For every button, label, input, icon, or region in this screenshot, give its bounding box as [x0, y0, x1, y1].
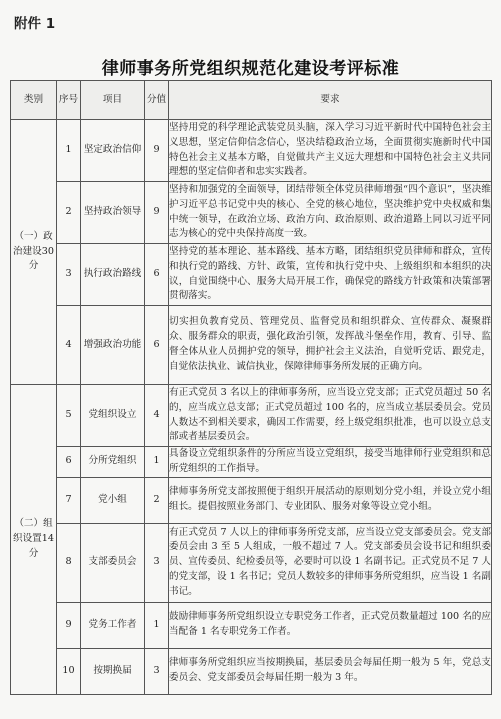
row-requirement: 鼓励律师事务所党组织设立专职党务工作者，正式党员数量超过 100 名的应当配备 1 名专职党务工作者。	[169, 602, 492, 648]
row-item: 增强政治功能	[81, 306, 145, 385]
table-row	[11, 447, 492, 478]
standards-table	[10, 80, 492, 695]
row-requirement: 律师事务所党组织应当按期换届，基层委员会每届任期一般为 5 年，党总支委员会、党支部委员会每届任期一般为 3 年。	[169, 648, 492, 694]
table-row	[11, 477, 492, 523]
row-seq: 6	[57, 447, 81, 478]
row-score: 1	[145, 602, 169, 648]
row-seq: 1	[57, 120, 81, 182]
table-row	[11, 120, 492, 182]
row-score: 1	[145, 447, 169, 478]
table-row	[11, 244, 492, 306]
table-row	[11, 306, 492, 385]
row-item: 支部委员会	[81, 523, 145, 602]
row-seq: 10	[57, 648, 81, 694]
header-seq: 序号	[57, 81, 81, 120]
row-requirement: 有正式党员 7 人以上的律师事务所党支部，应当设立党支部委员会。党支部委员会由 3 至 5 人组成，一般不超过 7 人。党支部委员会设书记和组织委员、宣传委员、纪检委员等，必要时可以设 1 名副书记。正式党员不足 7 人的党支部，设 1 名书记；党员人数较多的律师事务所党组织，应当设 1 名副书记。	[169, 523, 492, 602]
row-score: 3	[145, 648, 169, 694]
row-item: 党务工作者	[81, 602, 145, 648]
row-score: 6	[145, 306, 169, 385]
row-item: 按期换届	[81, 648, 145, 694]
row-score: 6	[145, 244, 169, 306]
table-row	[11, 385, 492, 447]
row-requirement: 坚持党的基本理论、基本路线、基本方略，团结组织党员律师和群众，宣传和执行党的路线、方针、政策，宣传和执行党中央、上级组织和本组织的决议，自觉围绕中心、服务大局开展工作，确保党的路线方针政策和决策部署贯彻落实。	[169, 244, 492, 306]
table-row	[11, 523, 492, 602]
table-row	[11, 182, 492, 244]
header-requirement: 要求	[169, 81, 492, 120]
table-header-row	[11, 81, 492, 120]
row-requirement: 切实担负教育党员、管理党员、监督党员和组织群众、宣传群众、凝聚群众、服务群众的职责，强化政治引领，发挥战斗堡垒作用，教育、引导、监督全体从业人员拥护党的领导，拥护社会主义法治，自觉听党话、跟党走，自觉依法执业、诚信执业，保障律师事务所发展的正确方向。	[169, 306, 492, 385]
row-requirement: 有正式党员 3 名以上的律师事务所，应当设立党支部；正式党员超过 50 名的，应当成立总支部；正式党员超过 100 名的，应当成立基层委员会。党员人数达不到相关要求，确因工作需要，经上级党组织批准，也可以设立总支部或者基层委员会。	[169, 385, 492, 447]
row-requirement: 坚持和加强党的全面领导，团结带领全体党员律师增强“四个意识”，坚决维护习近平总书记党中央的核心、全党的核心地位，坚决维护党中央权威和集中统一领导，在政治立场、政治方向、政治原则、政治道路上同以习近平同志为核心的党中央保持高度一致。	[169, 182, 492, 244]
table-row	[11, 602, 492, 648]
row-seq: 5	[57, 385, 81, 447]
header-category: 类别	[11, 81, 57, 120]
header-item: 项目	[81, 81, 145, 120]
row-requirement: 律师事务所党支部按照便于组织开展活动的原则划分党小组，并设立党小组组长。提倡按照业务部门、专业团队、服务对象等设立党小组。	[169, 477, 492, 523]
row-seq: 7	[57, 477, 81, 523]
row-item: 执行政治路线	[81, 244, 145, 306]
category-organization: （二）组织设置14 分	[11, 385, 57, 695]
row-item: 坚持政治领导	[81, 182, 145, 244]
row-item: 分所党组织	[81, 447, 145, 478]
row-score: 4	[145, 385, 169, 447]
row-score: 2	[145, 477, 169, 523]
row-seq: 9	[57, 602, 81, 648]
table-row	[11, 648, 492, 694]
row-score: 3	[145, 523, 169, 602]
row-seq: 2	[57, 182, 81, 244]
row-requirement: 具备设立党组织条件的分所应当设立党组织，接受当地律师行业党组织和总所党组织的工作指导。	[169, 447, 492, 478]
row-seq: 4	[57, 306, 81, 385]
row-requirement: 坚持用党的科学理论武装党员头脑，深入学习习近平新时代中国特色社会主义思想，坚定信仰信念信心，坚决结稳政治立场，全面贯彻实施新时代中国特色社会主义基本方略，自觉做共产主义远大理想和中国特色社会主义共同理想的坚定信仰者和忠实实践者。	[169, 120, 492, 182]
row-score: 9	[145, 120, 169, 182]
attachment-label: 附件 1	[14, 16, 56, 32]
row-seq: 3	[57, 244, 81, 306]
document-title: 律师事务所党组织规范化建设考评标准	[101, 59, 400, 79]
row-score: 9	[145, 182, 169, 244]
category-political: （一）政治建设30 分	[11, 120, 57, 385]
header-score: 分值	[145, 81, 169, 120]
row-item: 坚定政治信仰	[81, 120, 145, 182]
row-item: 党组织设立	[81, 385, 145, 447]
row-item: 党小组	[81, 477, 145, 523]
row-seq: 8	[57, 523, 81, 602]
